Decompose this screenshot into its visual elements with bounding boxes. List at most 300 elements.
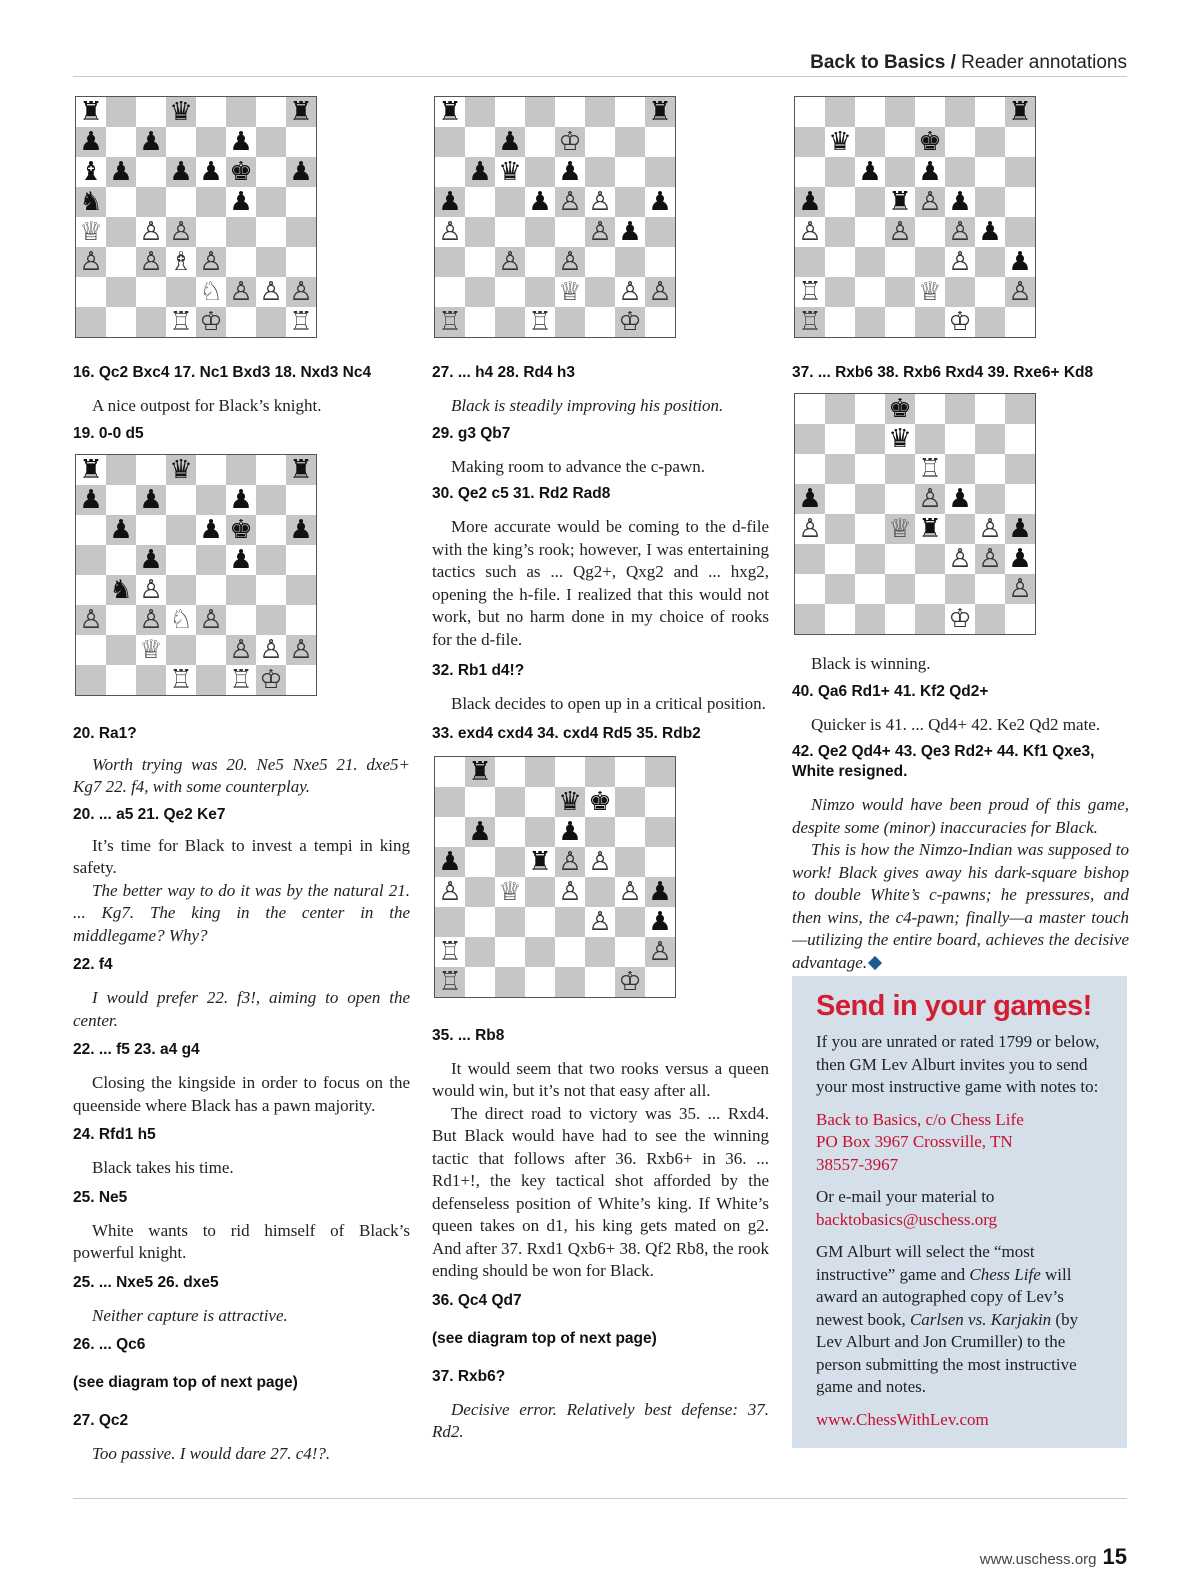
- board-square: [106, 635, 136, 665]
- white-pawn-icon: ♙: [585, 847, 615, 877]
- white-king-icon: ♔: [256, 665, 286, 695]
- black-king-icon: ♚: [226, 515, 256, 545]
- board-square: [256, 485, 286, 515]
- board-square: [1005, 127, 1035, 157]
- move-text: 24. Rfd1 h5: [73, 1126, 156, 1143]
- board-square: [585, 157, 615, 187]
- annotation: Quicker is 41. ... Qd4+ 42. Ke2 Qd2 mate.: [811, 714, 1101, 734]
- email-intro: Or e-mail your material to: [816, 1187, 995, 1206]
- board-square: [76, 635, 106, 665]
- footer-rule: [73, 1498, 1127, 1499]
- board-square: [585, 307, 615, 337]
- board-square: [975, 484, 1005, 514]
- white-pawn-icon: ♙: [615, 277, 645, 307]
- white-pawn-icon: ♙: [645, 937, 675, 967]
- annotation: Decisive error. Relatively best defense: 37. Rd2.: [432, 1399, 769, 1441]
- mailing-address: [816, 1109, 1103, 1177]
- board-square: [915, 394, 945, 424]
- board-square: [645, 127, 675, 157]
- black-queen-icon: ♛: [495, 157, 525, 187]
- board-square: [825, 454, 855, 484]
- board-square: [465, 277, 495, 307]
- board-square: [855, 394, 885, 424]
- board-square: [795, 424, 825, 454]
- annotation: Black is winning.: [811, 654, 931, 673]
- move-text: 22. ... f5 23. a4 g4: [73, 1041, 200, 1058]
- white-rook-icon: ♖: [435, 937, 465, 967]
- white-pawn-icon: ♙: [975, 514, 1005, 544]
- board-square: [286, 605, 316, 635]
- board-square: [525, 127, 555, 157]
- white-pawn-icon: ♙: [256, 277, 286, 307]
- board-square: [286, 217, 316, 247]
- black-pawn-icon: ♟: [226, 545, 256, 575]
- white-pawn-icon: ♙: [196, 247, 226, 277]
- footer-site: www.uschess.org: [979, 1551, 1097, 1568]
- board-square: [286, 545, 316, 575]
- board-square: [885, 247, 915, 277]
- board-square: [166, 635, 196, 665]
- annotation: More accurate would be coming to the d-file with the king’s rook; however, I was entertaining tactics such as ... Qg2+, Qxg2 and ... hxg2, opening the h-file. I realized that this would not work, but no harm done in my choice of rooks for the d-file.: [432, 517, 769, 649]
- board-square: [106, 665, 136, 695]
- board-square: [645, 967, 675, 997]
- chess-diagram-3: [434, 96, 676, 338]
- board-square: [465, 847, 495, 877]
- board-square: [525, 247, 555, 277]
- board-square: [585, 937, 615, 967]
- board-square: [795, 157, 825, 187]
- board-square: [645, 787, 675, 817]
- black-queen-icon: ♛: [166, 97, 196, 127]
- board-square: [286, 485, 316, 515]
- board-square: [106, 277, 136, 307]
- white-pawn-icon: ♙: [435, 217, 465, 247]
- white-rook-icon: ♖: [795, 307, 825, 337]
- black-pawn-icon: ♟: [855, 157, 885, 187]
- black-rook-icon: ♜: [645, 97, 675, 127]
- black-rook-icon: ♜: [286, 455, 316, 485]
- board-square: [196, 575, 226, 605]
- board-square: [795, 544, 825, 574]
- board-square: [885, 544, 915, 574]
- board-square: [495, 277, 525, 307]
- board-square: [825, 484, 855, 514]
- board-square: [945, 514, 975, 544]
- white-king-icon: ♔: [615, 967, 645, 997]
- white-pawn-icon: ♙: [585, 907, 615, 937]
- board-square: [1005, 484, 1035, 514]
- board-square: [136, 665, 166, 695]
- board-square: [226, 247, 256, 277]
- board-square: [1005, 394, 1035, 424]
- white-rook-icon: ♖: [795, 277, 825, 307]
- board-square: [76, 307, 106, 337]
- board-square: [855, 484, 885, 514]
- submission-sidebar: [792, 976, 1127, 1448]
- board-square: [975, 247, 1005, 277]
- board-square: [435, 787, 465, 817]
- board-square: [645, 307, 675, 337]
- board-square: [885, 604, 915, 634]
- board-square: [196, 665, 226, 695]
- white-king-icon: ♔: [615, 307, 645, 337]
- board-square: [645, 817, 675, 847]
- annotation: The better way to do it was by the natural 21. ... Kg7. The king in the center in the middlegame? Why?: [73, 880, 410, 945]
- black-pawn-icon: ♟: [435, 847, 465, 877]
- black-pawn-icon: ♟: [286, 157, 316, 187]
- white-queen-icon: ♕: [495, 877, 525, 907]
- chess-diagram-4: [434, 756, 676, 998]
- white-rook-icon: ♖: [435, 307, 465, 337]
- board-square: [915, 247, 945, 277]
- board-square: [1005, 424, 1035, 454]
- board-square: [286, 127, 316, 157]
- chess-diagram-5: [794, 96, 1036, 338]
- board-square: [855, 217, 885, 247]
- board-square: [196, 485, 226, 515]
- annotation: White wants to rid himself of Black’s powerful knight.: [73, 1220, 410, 1262]
- board-square: [465, 877, 495, 907]
- board-square: [975, 307, 1005, 337]
- board-square: [645, 757, 675, 787]
- board-square: [555, 907, 585, 937]
- white-pawn-icon: ♙: [555, 847, 585, 877]
- board-square: [106, 455, 136, 485]
- black-pawn-icon: ♟: [286, 515, 316, 545]
- move-text: 32. Rb1 d4!?: [432, 662, 525, 679]
- black-pawn-icon: ♟: [645, 877, 675, 907]
- white-rook-icon: ♖: [435, 967, 465, 997]
- move-text: 27. ... h4 28. Rd4 h3: [432, 364, 576, 381]
- board-square: [525, 787, 555, 817]
- board-square: [495, 847, 525, 877]
- board-square: [465, 97, 495, 127]
- board-square: [166, 545, 196, 575]
- black-pawn-icon: ♟: [196, 515, 226, 545]
- section-subtitle: Reader annotations: [961, 52, 1127, 73]
- board-square: [975, 187, 1005, 217]
- board-square: [465, 307, 495, 337]
- page-header: [810, 52, 1127, 74]
- black-pawn-icon: ♟: [136, 127, 166, 157]
- board-square: [525, 817, 555, 847]
- white-pawn-icon: ♙: [76, 247, 106, 277]
- black-rook-icon: ♜: [76, 97, 106, 127]
- white-pawn-icon: ♙: [166, 217, 196, 247]
- annotation: Nimzo would have been proud of this game, despite some (minor) inaccuracies for Black.: [792, 795, 1129, 837]
- board-square: [795, 574, 825, 604]
- board-square: [855, 604, 885, 634]
- annotation: It’s time for Black to invest a tempi in king safety.: [73, 835, 410, 877]
- black-rook-icon: ♜: [435, 97, 465, 127]
- board-square: [825, 97, 855, 127]
- annotation: [792, 839, 1129, 974]
- white-pawn-icon: ♙: [435, 877, 465, 907]
- black-pawn-icon: ♟: [1005, 247, 1035, 277]
- board-square: [615, 157, 645, 187]
- board-square: [945, 394, 975, 424]
- white-rook-icon: ♖: [166, 665, 196, 695]
- move-text: 20. Ra1?: [73, 724, 137, 742]
- black-rook-icon: ♜: [525, 847, 555, 877]
- white-rook-icon: ♖: [915, 454, 945, 484]
- board-square: [825, 424, 855, 454]
- white-pawn-icon: ♙: [975, 544, 1005, 574]
- board-square: [915, 424, 945, 454]
- board-square: [106, 217, 136, 247]
- board-square: [885, 97, 915, 127]
- white-pawn-icon: ♙: [1005, 277, 1035, 307]
- board-square: [525, 157, 555, 187]
- board-square: [975, 157, 1005, 187]
- board-square: [256, 187, 286, 217]
- board-square: [196, 545, 226, 575]
- black-pawn-icon: ♟: [795, 484, 825, 514]
- board-square: [855, 454, 885, 484]
- board-square: [136, 307, 166, 337]
- board-square: [525, 217, 555, 247]
- email-link[interactable]: backtobasics@uschess.org: [816, 1209, 998, 1229]
- annotation: Too passive. I would dare 27. c4!?.: [92, 1444, 331, 1463]
- board-square: [435, 757, 465, 787]
- board-square: [435, 277, 465, 307]
- board-square: [106, 545, 136, 575]
- black-rook-icon: ♜: [286, 97, 316, 127]
- board-square: [106, 307, 136, 337]
- board-square: [615, 187, 645, 217]
- board-square: [495, 307, 525, 337]
- board-square: [286, 247, 316, 277]
- black-king-icon: ♚: [585, 787, 615, 817]
- board-square: [585, 817, 615, 847]
- board-square: [915, 307, 945, 337]
- board-square: [286, 665, 316, 695]
- white-pawn-icon: ♙: [136, 217, 166, 247]
- move-text: 19. 0-0 d5: [73, 424, 144, 442]
- white-pawn-icon: ♙: [945, 217, 975, 247]
- award-text-2: will award an autographed copy of Lev’s newest book,: [816, 1264, 1072, 1329]
- board-square: [106, 247, 136, 277]
- black-pawn-icon: ♟: [945, 484, 975, 514]
- board-square: [825, 544, 855, 574]
- board-square: [615, 757, 645, 787]
- board-square: [945, 424, 975, 454]
- board-square: [975, 454, 1005, 484]
- white-rook-icon: ♖: [226, 665, 256, 695]
- board-square: [465, 217, 495, 247]
- board-square: [795, 97, 825, 127]
- header-rule: [73, 76, 1127, 77]
- white-pawn-icon: ♙: [795, 217, 825, 247]
- board-square: [76, 277, 106, 307]
- board-square: [855, 424, 885, 454]
- board-square: [166, 127, 196, 157]
- board-square: [286, 575, 316, 605]
- white-pawn-icon: ♙: [226, 277, 256, 307]
- website-link[interactable]: www.ChessWithLev.com: [816, 1409, 989, 1429]
- board-square: [615, 247, 645, 277]
- move-text: 16. Qc2 Bxc4 17. Nc1 Bxd3 18. Nxd3 Nc4: [73, 364, 372, 381]
- white-pawn-icon: ♙: [585, 217, 615, 247]
- header-separator: /: [945, 52, 962, 73]
- board-square: [795, 604, 825, 634]
- board-square: [525, 967, 555, 997]
- black-queen-icon: ♛: [166, 455, 196, 485]
- board-square: [196, 97, 226, 127]
- move-text: 25. ... Nxe5 26. dxe5: [73, 1273, 219, 1291]
- white-rook-icon: ♖: [286, 307, 316, 337]
- chess-diagram-2: [75, 454, 317, 696]
- board-square: [256, 455, 286, 485]
- board-square: [825, 574, 855, 604]
- black-pawn-icon: ♟: [795, 187, 825, 217]
- column-3: [792, 96, 1129, 974]
- move-text: 40. Qa6 Rd1+ 41. Kf2 Qd2+: [792, 682, 989, 700]
- board-square: [645, 217, 675, 247]
- black-pawn-icon: ♟: [136, 485, 166, 515]
- board-square: [855, 514, 885, 544]
- black-pawn-icon: ♟: [945, 187, 975, 217]
- board-square: [555, 307, 585, 337]
- board-square: [615, 817, 645, 847]
- page-footer: [980, 1544, 1127, 1570]
- board-square: [645, 247, 675, 277]
- annotation: Black decides to open up in a critical position.: [451, 694, 766, 713]
- black-pawn-icon: ♟: [196, 157, 226, 187]
- board-square: [1005, 187, 1035, 217]
- board-square: [1005, 217, 1035, 247]
- move-text: 22. f4: [73, 956, 113, 973]
- board-square: [915, 217, 945, 247]
- board-square: [106, 97, 136, 127]
- board-square: [465, 187, 495, 217]
- board-square: [945, 127, 975, 157]
- board-square: [555, 937, 585, 967]
- board-square: [256, 545, 286, 575]
- white-pawn-icon: ♙: [76, 605, 106, 635]
- board-square: [256, 217, 286, 247]
- board-square: [855, 574, 885, 604]
- white-pawn-icon: ♙: [915, 484, 945, 514]
- board-square: [256, 157, 286, 187]
- diagram-note: (see diagram top of next page): [73, 1374, 298, 1391]
- board-square: [1005, 157, 1035, 187]
- white-queen-icon: ♕: [136, 635, 166, 665]
- board-square: [525, 97, 555, 127]
- white-king-icon: ♔: [196, 307, 226, 337]
- board-square: [256, 97, 286, 127]
- move-text: 29. g3 Qb7: [432, 424, 511, 442]
- board-square: [885, 454, 915, 484]
- black-pawn-icon: ♟: [1005, 514, 1035, 544]
- annotation: A nice outpost for Black’s knight.: [92, 396, 322, 415]
- black-pawn-icon: ♟: [555, 817, 585, 847]
- board-square: [495, 217, 525, 247]
- board-square: [196, 455, 226, 485]
- board-square: [855, 127, 885, 157]
- black-pawn-icon: ♟: [136, 545, 166, 575]
- white-pawn-icon: ♙: [226, 635, 256, 665]
- board-square: [645, 157, 675, 187]
- board-square: [1005, 454, 1035, 484]
- black-king-icon: ♚: [915, 127, 945, 157]
- board-square: [795, 394, 825, 424]
- move-text: 33. exd4 cxd4 34. cxd4 Rd5 35. Rdb2: [432, 724, 701, 742]
- board-square: [855, 247, 885, 277]
- black-rook-icon: ♜: [915, 514, 945, 544]
- board-square: [975, 574, 1005, 604]
- white-pawn-icon: ♙: [915, 187, 945, 217]
- black-king-icon: ♚: [885, 394, 915, 424]
- white-pawn-icon: ♙: [585, 187, 615, 217]
- white-queen-icon: ♕: [555, 277, 585, 307]
- white-bishop-icon: ♗: [166, 247, 196, 277]
- board-square: [166, 187, 196, 217]
- board-square: [435, 127, 465, 157]
- white-pawn-icon: ♙: [645, 277, 675, 307]
- board-square: [525, 757, 555, 787]
- board-square: [136, 187, 166, 217]
- board-square: [1005, 307, 1035, 337]
- black-rook-icon: ♜: [465, 757, 495, 787]
- board-square: [555, 217, 585, 247]
- board-square: [585, 967, 615, 997]
- section-title: Back to Basics: [810, 52, 946, 73]
- board-square: [226, 605, 256, 635]
- chess-diagram-1: [75, 96, 317, 338]
- black-king-icon: ♚: [226, 157, 256, 187]
- board-square: [975, 97, 1005, 127]
- black-pawn-icon: ♟: [645, 187, 675, 217]
- move-text: 37. Rxb6?: [432, 1367, 506, 1385]
- board-square: [136, 157, 166, 187]
- black-pawn-icon: ♟: [76, 127, 106, 157]
- board-square: [855, 307, 885, 337]
- board-square: [256, 127, 286, 157]
- board-square: [226, 307, 256, 337]
- board-square: [585, 277, 615, 307]
- annotation-text: This is how the Nimzo-Indian was supposed to work! Black gives away his dark-square bishop to double White’s c-pawns; he pressures, and then wins, the c4-pawn; finally—a master touch—utilizing the entire board, achieves the decisive advantage.: [792, 840, 1129, 972]
- board-square: [196, 127, 226, 157]
- board-square: [945, 97, 975, 127]
- black-rook-icon: ♜: [885, 187, 915, 217]
- board-square: [136, 515, 166, 545]
- move-text: 20. ... a5 21. Qe2 Ke7: [73, 805, 226, 823]
- black-pawn-icon: ♟: [226, 485, 256, 515]
- white-pawn-icon: ♙: [495, 247, 525, 277]
- board-square: [825, 514, 855, 544]
- board-square: [76, 665, 106, 695]
- book-title: Carlsen vs. Karjakin: [909, 1309, 1052, 1329]
- board-square: [945, 454, 975, 484]
- move-text: 36. Qc4 Qd7: [432, 1291, 522, 1309]
- black-knight-icon: ♞: [106, 575, 136, 605]
- white-pawn-icon: ♙: [1005, 574, 1035, 604]
- white-king-icon: ♔: [945, 604, 975, 634]
- board-square: [915, 604, 945, 634]
- white-pawn-icon: ♙: [555, 247, 585, 277]
- board-square: [166, 515, 196, 545]
- board-square: [256, 307, 286, 337]
- white-knight-icon: ♘: [196, 277, 226, 307]
- move-text: 42. Qe2 Qd4+ 43. Qe3 Rd2+ 44. Kf1 Qxe3, White resigned.: [792, 743, 1095, 780]
- black-pawn-icon: ♟: [465, 157, 495, 187]
- board-square: [226, 97, 256, 127]
- board-square: [615, 127, 645, 157]
- black-pawn-icon: ♟: [226, 187, 256, 217]
- board-square: [495, 757, 525, 787]
- board-square: [795, 454, 825, 484]
